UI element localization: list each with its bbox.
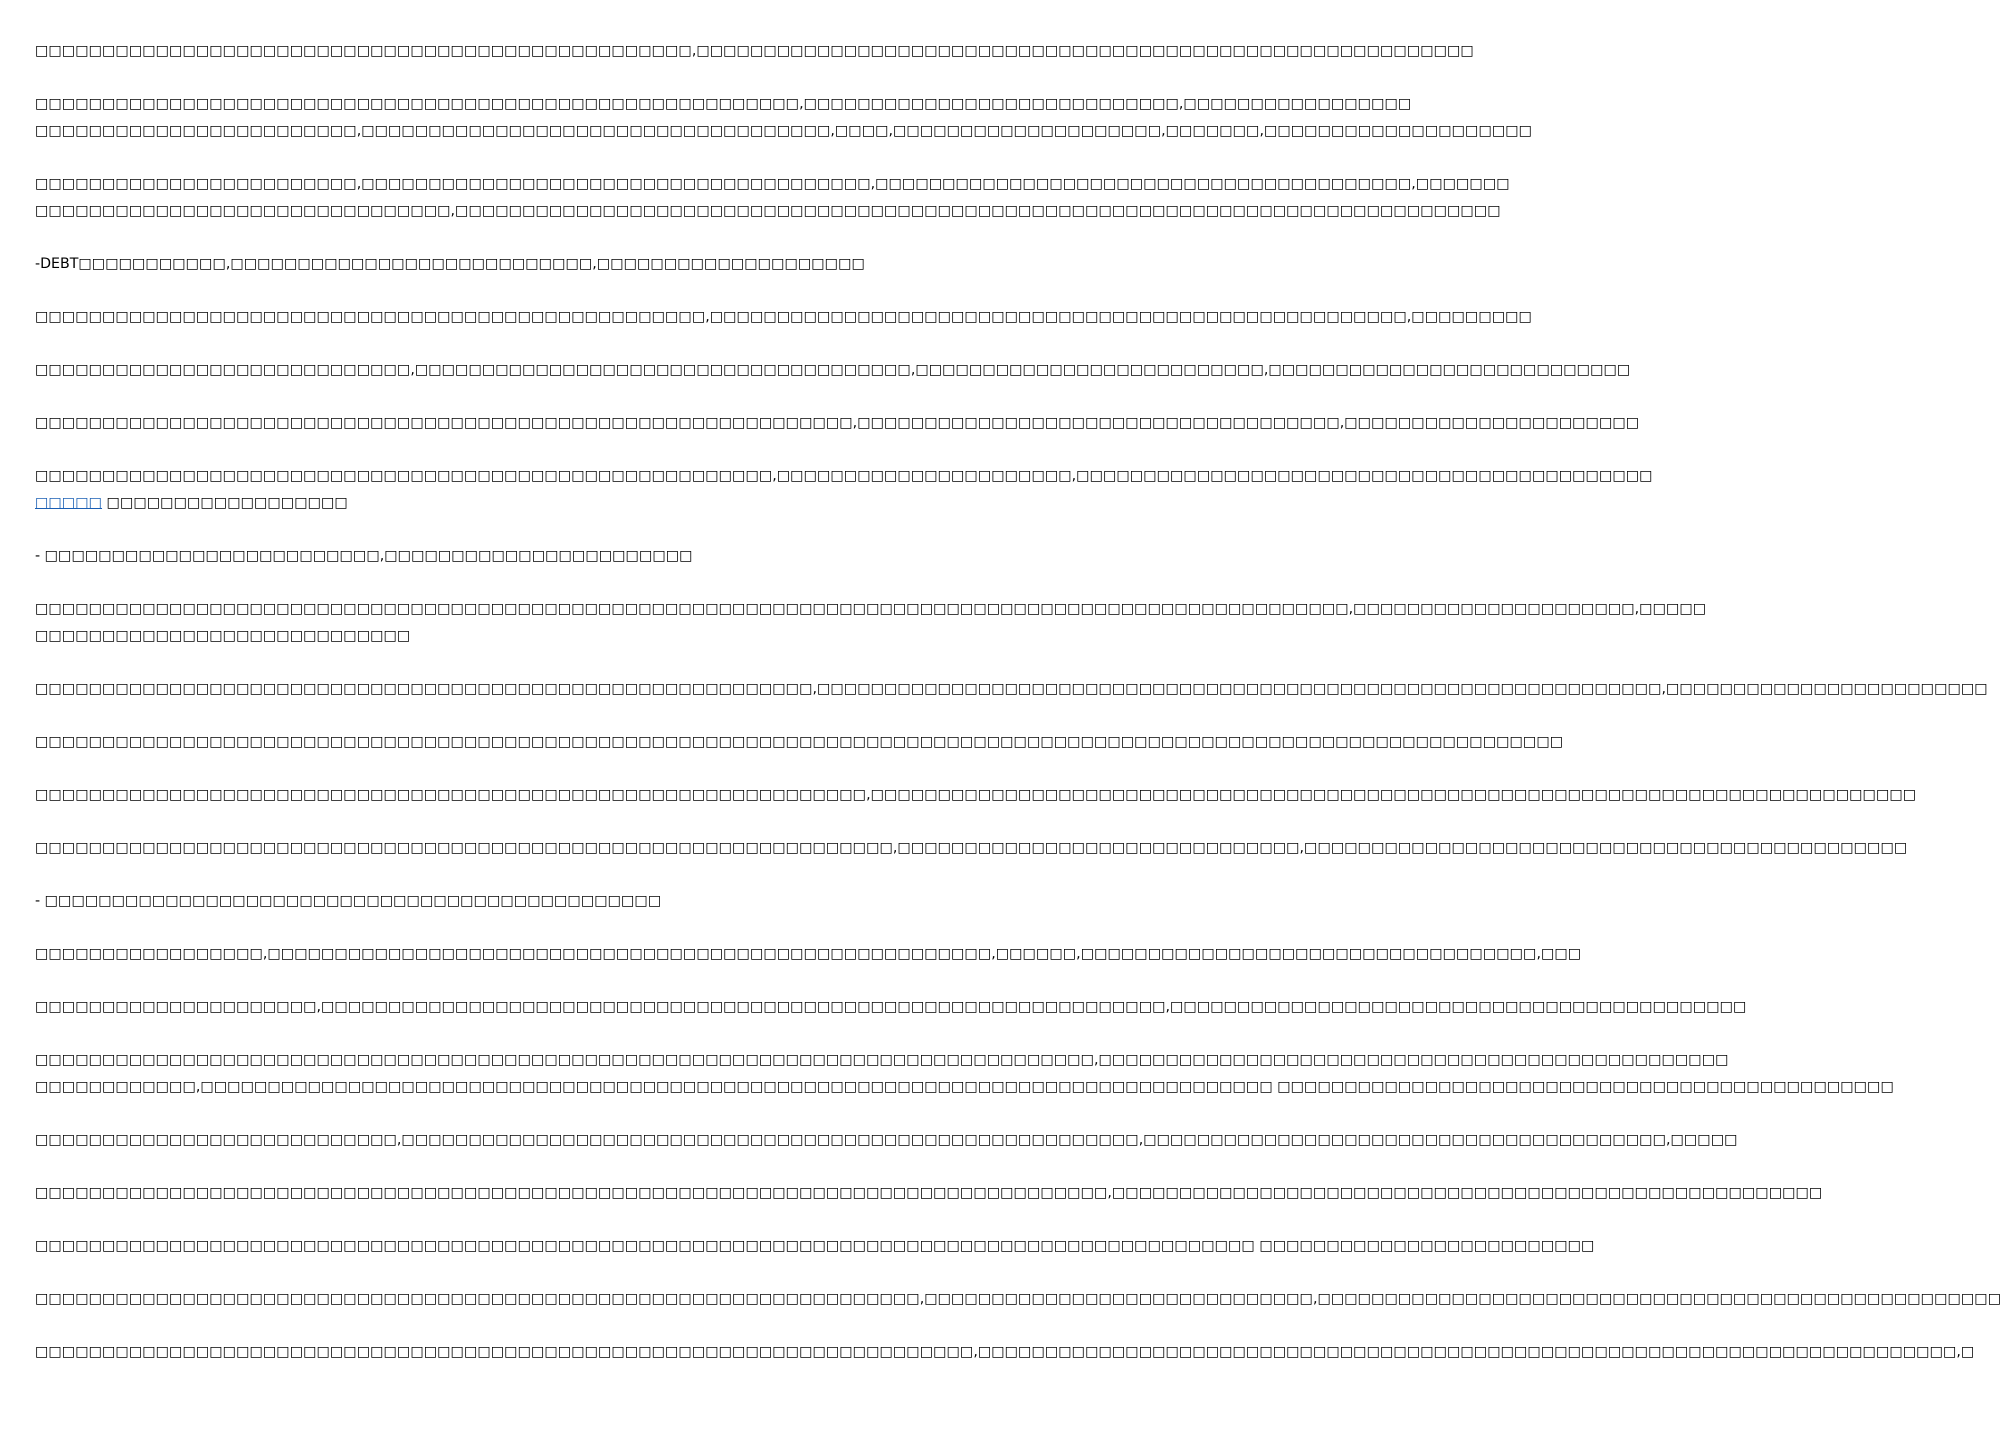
text-line: □□□□□□□□□□□□□□□□□□□□□□□□□□□□ — [35, 628, 411, 644]
paragraph — [35, 463, 1653, 517]
text-line: □□□□□□□□□□□□□□□□□□□□□□□□□□□□□□□□□□□□□□□□□□□□□□□□□□□□□□□,□□□□□□□□□□□□□□□□□□□□□□,□□□□□□□□□□□□□□□□□□□□□□□□□□□□□□□□□□□□□□□□□□□ — [35, 468, 1653, 484]
text-line: - □□□□□□□□□□□□□□□□□□□□□□□□□□□□□□□□□□□□□□□□□□□□□□ — [35, 893, 662, 909]
text-line: □□□□□□□□□□□□□□□□□,□□□□□□□□□□□□□□□□□□□□□□□□□□□□□□□□□□□□□□□□□□□□□□□□□□□□□□,□□□□□□,□□□□□□□□□□□□□□□□□□□□□□□□□□□□□□□□□□,□□□ — [35, 946, 1582, 962]
text-line: □□□□□□□□□□□□□□□□□□□□□□□□□□□□□□□□□□□□□□□□□□□□□□□□□□□□□□□□□□□□□,□□□□□□□□□□□□□□□□□□□□□□□□□□□□□□□□□□□□,□□□□□□□□□□□□□□□□□□□□□□ — [35, 415, 1640, 431]
text-line: □□□□□□□□□□□□□□□□□□□□□□□□□□□□□□□□□□□□□□□□□□□□□□□□□□□□□□□□□□□□□□□□□□,□□□□□□□□□□□□□□□□□□□□□□□□□□□□□,□□□□□□□□□□□□□□□□□□□□□□□□□□□□□□□□□□□□□□□□□□□□□□□□□□□ — [35, 1291, 2001, 1307]
text-line: □□□□□□□□□□□□□□□□□□□□□□□□□□□□□□□□□□□□□□□□□□□□□□□□□□□□□□□□□□□□□□,□□□□□□□□□□□□□□□□□□□□□□□□□□□□□□□□□□□□□□□□□□□□□□□□□□□□□□□□□□□□□□□□□□□□□□□□□□□□□□ — [35, 787, 1917, 803]
text-line: □□□□□□□□□□□□□□□□□□□□□□□□□□□□□□□□□□□□□□□□□□□□□□□□□□□□□□□□□□□□□□□□□□□□□□□□□□□□□□□□□□□□□□□□□□□ □□□□□□□□□□□□□□□□□□□□□□□□□ — [35, 1238, 1595, 1254]
paragraph — [35, 1127, 1738, 1154]
paragraph — [35, 1047, 1894, 1101]
text-line: □□□□□□□□□□□□□□□□□□□□□□□□□□□□□□□□□□□□□□□□□□□□□□□□□□,□□□□□□□□□□□□□□□□□□□□□□□□□□□□□□□□□□□□□□□□□□□□□□□□□□□□,□□□□□□□□□ — [35, 309, 1532, 325]
text-line: -DEBT□□□□□□□□□□□,□□□□□□□□□□□□□□□□□□□□□□□□□□□,□□□□□□□□□□□□□□□□□□□□ — [35, 256, 865, 272]
paragraph — [35, 410, 1640, 437]
document-body — [35, 38, 2001, 1392]
text-line: □□□□□□□□□□□□□□□□□□□□□□□□□□□□□□□□□□□□□□□□□□□□□□□□□□□□□□□□□□□□□□□□□□□□□□□□□□□□□□□,□□□□□□□□□□□□□□□□□□□□□□□□□□□□□□□□□□□□□□□□□□□□□□□ — [35, 1052, 1729, 1068]
text-line: □□□□□□□□□□□□□□□□□□□□□□□□□□□□□□□□□□□□□□□□□□□□□□□□□□□□□□□□□□□□□□□□□□□□□□□□□□□□□□□□□□□□□□□□□□□□□□□□□□□□□□□□□□□□□□□□□□ — [35, 734, 1564, 750]
text-line: □□□□□□□□□□□□□□□□□□□□□□□□□□□□□□□□□□□□□□□□□□□□□□□□□□□□□□□□□□□□□□□□□□□□□□□□□□□□□□□□,□□□□□□□□□□□□□□□□□□□□□□□□□□□□□□□□□□□□□□□□□□□□□□□□□□□□□ — [35, 1185, 1823, 1201]
inline-link[interactable]: □□□□□ — [35, 495, 103, 511]
paragraph — [35, 171, 1510, 225]
link-trailing-text: □□□□□□□□□□□□□□□□□□ — [106, 495, 348, 511]
text-line: □□□□□□□□□□□□□□□□□□□□□□□□□□□□□□□□□□□□□□□□□□□□□□□□□□□□□□□□□□,□□□□□□□□□□□□□□□□□□□□□□□□□□□□□□□□□□□□□□□□□□□□□□□□□□□□□□□□□□□□□□□,□□□□□□□□□□□□□□□□□□□□□□□□ — [35, 681, 1988, 697]
text-line: □□□□□□□□□□□□□□□□□□□□□,□□□□□□□□□□□□□□□□□□□□□□□□□□□□□□□□□□□□□□□□□□□□□□□□□□□□□□□□□□□□□□□,□□□□□□□□□□□□□□□□□□□□□□□□□□□□□□□□□□□□□□□□□□□ — [35, 999, 1747, 1015]
paragraph — [35, 1339, 1975, 1366]
paragraph — [35, 941, 1582, 968]
text-line: □□□□□□□□□□□□□□□□□□□□□□□□□□□□□□□,□□□□□□□□□□□□□□□□□□□□□□□□□□□□□□□□□□□□□□□□□□□□□□□□□□□□□□□□□□□□□□□□□□□□□□□□□□□□□□ — [35, 203, 1501, 219]
paragraph — [35, 596, 1707, 650]
paragraph — [35, 543, 989, 570]
text-line: □□□□□□□□□□□□□□□□□□□□□□□□□□□□□□□□□□□□□□□□□□□□□□□□□,□□□□□□□□□□□□□□□□□□□□□□□□□□□□□□□□□□□□□□□□□□□□□□□□□□□□□□□□□□ — [35, 43, 1474, 59]
paragraph — [35, 91, 1533, 145]
link-line — [35, 490, 989, 517]
paragraph — [35, 835, 1908, 862]
text-line: □□□□□□□□□□□□□□□□□□□□□□□□□□□□□□□□□□□□□□□□□□□□□□□□□□□□□□□□□□□□□□□□□□□□□□,□□□□□□□□□□□□□□□□□□□□□□□□□□□□□□□□□□□□□□□□□□□□□□□□□□□□□□□□□□□□□□□□□□□□□□□□□,□ — [35, 1344, 1975, 1360]
text-line: □□□□□□□□□□□□,□□□□□□□□□□□□□□□□□□□□□□□□□□□□□□□□□□□□□□□□□□□□□□□□□□□□□□□□□□□□□□□□□□□□□□□□□□□□□□□□ □□□□□□□□□□□□□□□□□□□□□□□□□□□□□□□□□□□□□□□□□□□□□□ — [35, 1079, 1894, 1095]
paragraph — [35, 304, 1532, 331]
text-line: □□□□□□□□□□□□□□□□□□□□□□□□□□□□□□□□□□□□□□□□□□□□□□□□□□□□□□□□□□□□□□□□,□□□□□□□□□□□□□□□□□□□□□□□□□□□□□□,□□□□□□□□□□□□□□□□□□□□□□□□□□□□□□□□□□□□□□□□□□□□□ — [35, 840, 1908, 856]
text-line: □□□□□□□□□□□□□□□□□□□□□□□□,□□□□□□□□□□□□□□□□□□□□□□□□□□□□□□□□□□□□□□,□□□□□□□□□□□□□□□□□□□□□□□□□□□□□□□□□□□□□□□□,□□□□□□□ — [35, 176, 1510, 192]
paragraph — [35, 1233, 1595, 1260]
text-line: - □□□□□□□□□□□□□□□□□□□□□□□□□,□□□□□□□□□□□□□□□□□□□□□□□ — [35, 548, 693, 564]
paragraph — [35, 729, 1564, 756]
paragraph — [35, 994, 1747, 1021]
text-line: □□□□□□□□□□□□□□□□□□□□□□□□□□□□□□□□□□□□□□□□□□□□□□□□□□□□□□□□□□□□□□□□□□□□□□□□□□□□□□□□□□□□□□□□□□□□□□□□□□,□□□□□□□□□□□□□□□□□□□□□,□□□□□ — [35, 601, 1707, 617]
paragraph — [35, 251, 989, 278]
paragraph — [35, 357, 1631, 384]
paragraph — [35, 1286, 2001, 1313]
paragraph — [35, 38, 1474, 65]
paragraph — [35, 782, 1917, 809]
text-line: □□□□□□□□□□□□□□□□□□□□□□□□□□□,□□□□□□□□□□□□□□□□□□□□□□□□□□□□□□□□□□□□□□□□□□□□□□□□□□□□□□□,□□□□□□□□□□□□□□□□□□□□□□□□□□□□□□□□□□□□□□□,□□□□□ — [35, 1132, 1738, 1148]
paragraph — [35, 676, 1988, 703]
text-line: □□□□□□□□□□□□□□□□□□□□□□□□□□□□,□□□□□□□□□□□□□□□□□□□□□□□□□□□□□□□□□□□□□,□□□□□□□□□□□□□□□□□□□□□□□□□□,□□□□□□□□□□□□□□□□□□□□□□□□□□□ — [35, 362, 1631, 378]
text-line: □□□□□□□□□□□□□□□□□□□□□□□□,□□□□□□□□□□□□□□□□□□□□□□□□□□□□□□□□□□□,□□□□,□□□□□□□□□□□□□□□□□□□□,□□□□□□□,□□□□□□□□□□□□□□□□□□□□ — [35, 123, 1533, 139]
paragraph — [35, 888, 989, 915]
text-line: □□□□□□□□□□□□□□□□□□□□□□□□□□□□□□□□□□□□□□□□□□□□□□□□□□□□□□□□□,□□□□□□□□□□□□□□□□□□□□□□□□□□□□,□□□□□□□□□□□□□□□□□ — [35, 96, 1412, 112]
paragraph — [35, 1180, 1823, 1207]
